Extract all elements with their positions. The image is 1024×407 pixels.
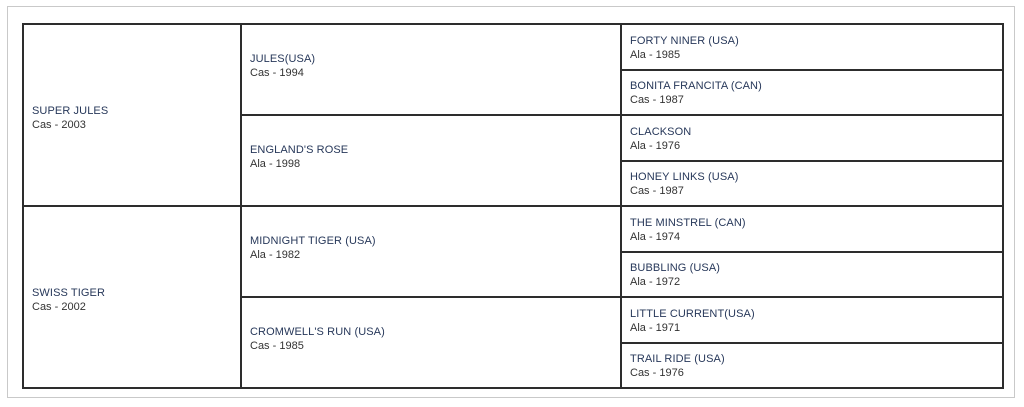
horse-detail: Cas - 1985: [250, 339, 304, 352]
horse-name: SWISS TIGER: [32, 287, 106, 299]
horse-cell-gen3: [621, 161, 1003, 207]
horse-detail: Ala - 1985: [630, 48, 681, 61]
horse-name: LITTLE CURRENT(USA): [630, 307, 755, 320]
horse-detail: Cas - 2002: [32, 301, 86, 313]
horse-name: CROMWELL'S RUN (USA): [250, 325, 385, 338]
horse-cell-gen3: [621, 24, 1003, 70]
horse-cell-gen2: [241, 115, 621, 206]
horse-name: SUPER JULES: [32, 105, 109, 117]
horse-name: THE MINSTREL (CAN): [630, 216, 746, 229]
horse-cell-gen3: [621, 343, 1003, 389]
horse-name: CLACKSON: [630, 125, 692, 138]
horse-detail: Ala - 1976: [630, 139, 681, 152]
pedigree-table: [22, 23, 1004, 389]
horse-name: BONITA FRANCITA (CAN): [630, 80, 762, 93]
horse-name: BUBBLING (USA): [630, 262, 721, 275]
horse-name: HONEY LINKS (USA): [630, 171, 739, 184]
horse-cell-gen3: [621, 70, 1003, 116]
horse-detail: Cas - 1994: [250, 66, 304, 79]
horse-name: ENGLAND'S ROSE: [250, 143, 349, 156]
horse-cell-gen2: [241, 206, 621, 297]
horse-detail: Ala - 1972: [630, 276, 681, 289]
horse-detail: Ala - 1998: [250, 157, 301, 170]
horse-cell-gen3: [621, 206, 1003, 252]
horse-detail: Cas - 2003: [32, 119, 86, 131]
horse-cell-gen1: [23, 24, 241, 206]
pedigree-row: [23, 24, 1003, 70]
pedigree-row: [23, 206, 1003, 252]
horse-detail: Cas - 1987: [630, 185, 684, 198]
horse-cell-gen2: [241, 24, 621, 115]
horse-name: FORTY NINER (USA): [630, 34, 739, 47]
horse-name: JULES(USA): [250, 52, 316, 65]
horse-detail: Cas - 1976: [630, 367, 684, 380]
horse-detail: Ala - 1974: [630, 230, 681, 243]
horse-cell-gen2: [241, 297, 621, 388]
horse-detail: Cas - 1987: [630, 94, 684, 107]
horse-cell-gen3: [621, 252, 1003, 298]
horse-cell-gen3: [621, 297, 1003, 343]
horse-cell-gen3: [621, 115, 1003, 161]
horse-detail: Ala - 1971: [630, 321, 681, 334]
horse-detail: Ala - 1982: [250, 248, 301, 261]
horse-cell-gen1: [23, 206, 241, 388]
horse-name: TRAIL RIDE (USA): [630, 353, 725, 366]
horse-name: MIDNIGHT TIGER (USA): [250, 234, 376, 247]
